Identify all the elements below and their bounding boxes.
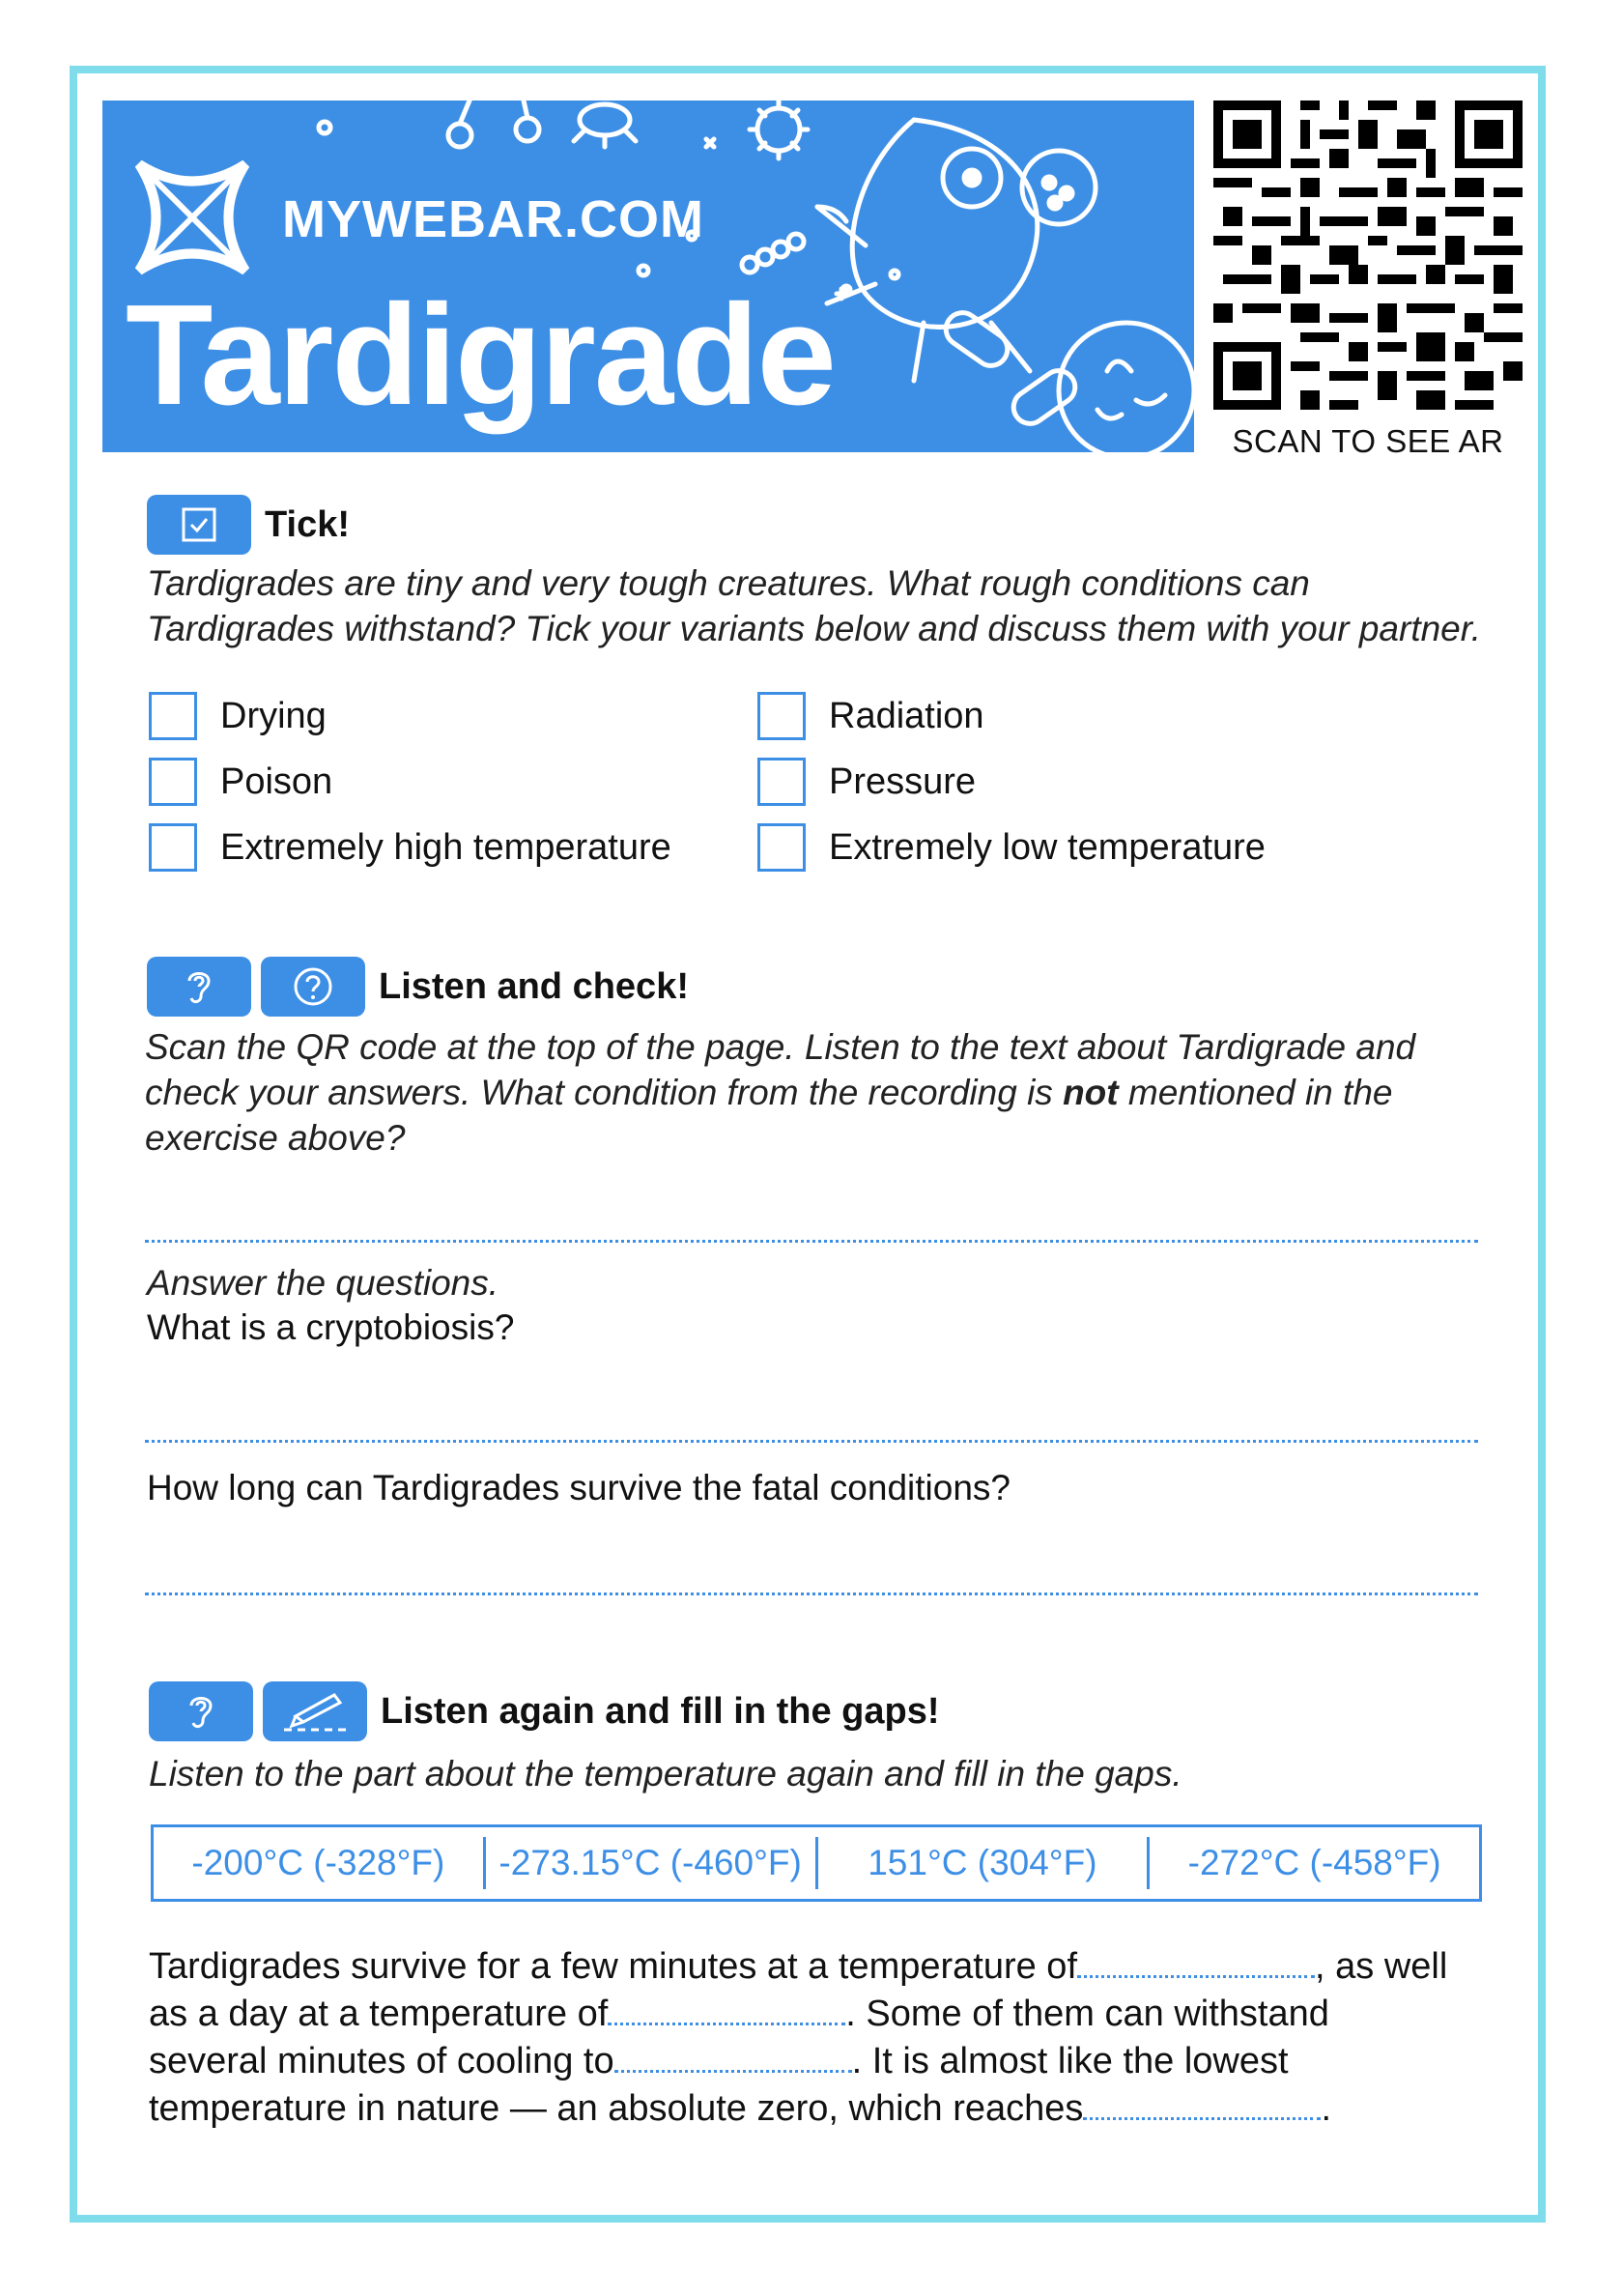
option-label: Pressure (829, 761, 977, 802)
question-icon (261, 957, 365, 1017)
option-label: Radiation (829, 696, 984, 736)
word-bank-item: -200°C (-328°F) (154, 1837, 486, 1889)
option-label: Extremely low temperature (829, 827, 1266, 868)
option-label: Poison (220, 761, 333, 802)
checkbox-pressure[interactable] (757, 758, 806, 806)
checkbox-low-temperature[interactable] (757, 823, 806, 872)
gap-text: temperature in nature — an absolute zero, which reaches (149, 2088, 1084, 2129)
question-1: What is a cryptobiosis? (147, 1307, 515, 1347)
word-bank-item: -273.15°C (-460°F) (486, 1837, 818, 1889)
emphasis-not: not (1063, 1073, 1119, 1112)
gap-text: Tardigrades survive for a few minutes at a temperature of (149, 1946, 1078, 1987)
gaps-section-header (149, 1681, 940, 1741)
listen-instruction-line-3: exercise above? (145, 1118, 406, 1158)
gap-fill-paragraph (149, 1942, 1492, 2132)
gap-4[interactable] (1083, 2084, 1321, 2120)
answer-line-1[interactable] (145, 1240, 1478, 1243)
qr-caption: SCAN TO SEE AR (1232, 423, 1504, 459)
gap-text: several minutes of cooling to (149, 2041, 614, 2081)
tick-instruction-line-1: Tardigrades are tiny and very tough creatures. What rough conditions can (147, 563, 1310, 603)
listen-section-header (147, 957, 689, 1017)
page-title: Tardigrade (126, 275, 835, 435)
listen-instruction-text: mentioned in the (1118, 1073, 1393, 1112)
gaps-title: Listen again and fill in the gaps! (381, 1690, 940, 1732)
word-bank (151, 1824, 1482, 1902)
answer-line-2[interactable] (145, 1440, 1478, 1443)
option-label: Extremely high temperature (220, 827, 671, 868)
qr-code-icon[interactable] (1213, 100, 1523, 410)
question-2: How long can Tardigrades survive the fatal conditions? (147, 1468, 1011, 1507)
gap-2[interactable] (608, 1990, 845, 2025)
tick-section-header (147, 495, 350, 555)
tick-title: Tick! (265, 503, 351, 545)
listen-instruction-line-1: Scan the QR code at the top of the page. Listen to the text about Tardigrade and (145, 1027, 1416, 1067)
checkbox-icon (147, 495, 251, 555)
option-label: Drying (220, 696, 327, 736)
gap-text: . It is almost like the lowest (851, 2041, 1289, 2081)
mywebar-logo-icon (129, 155, 255, 280)
checkbox-drying[interactable] (149, 692, 197, 740)
answer-line-3[interactable] (145, 1593, 1478, 1595)
gap-1[interactable] (1077, 1942, 1315, 1978)
site-name: MYWEBAR.COM (282, 190, 704, 248)
checkbox-poison[interactable] (149, 758, 197, 806)
listen-title: Listen and check! (379, 965, 689, 1007)
gap-text: . Some of them can withstand (845, 1994, 1329, 2034)
pencil-write-icon (263, 1681, 367, 1741)
header-banner (102, 100, 1194, 452)
gaps-instruction: Listen to the part about the temperature again and fill in the gaps. (149, 1754, 1182, 1794)
listen-instruction-line-2 (145, 1070, 1392, 1115)
gap-text: , as well (1315, 1946, 1448, 1987)
ear-icon (147, 957, 251, 1017)
gap-text: as a day at a temperature of (149, 1994, 609, 2034)
answer-prompt: Answer the questions. (147, 1263, 499, 1303)
ear-icon (149, 1681, 253, 1741)
checkbox-radiation[interactable] (757, 692, 806, 740)
tick-instruction-line-2: Tardigrades withstand? Tick your variants below and discuss them with your partner. (147, 609, 1481, 648)
checkbox-high-temperature[interactable] (149, 823, 197, 872)
listen-instruction-text: check your answers. What condition from the recording is (145, 1073, 1064, 1112)
gap-3[interactable] (614, 2037, 852, 2073)
word-bank-item: 151°C (304°F) (818, 1837, 1151, 1889)
gap-text: . (1321, 2088, 1331, 2129)
word-bank-item: -272°C (-458°F) (1187, 1843, 1441, 1882)
